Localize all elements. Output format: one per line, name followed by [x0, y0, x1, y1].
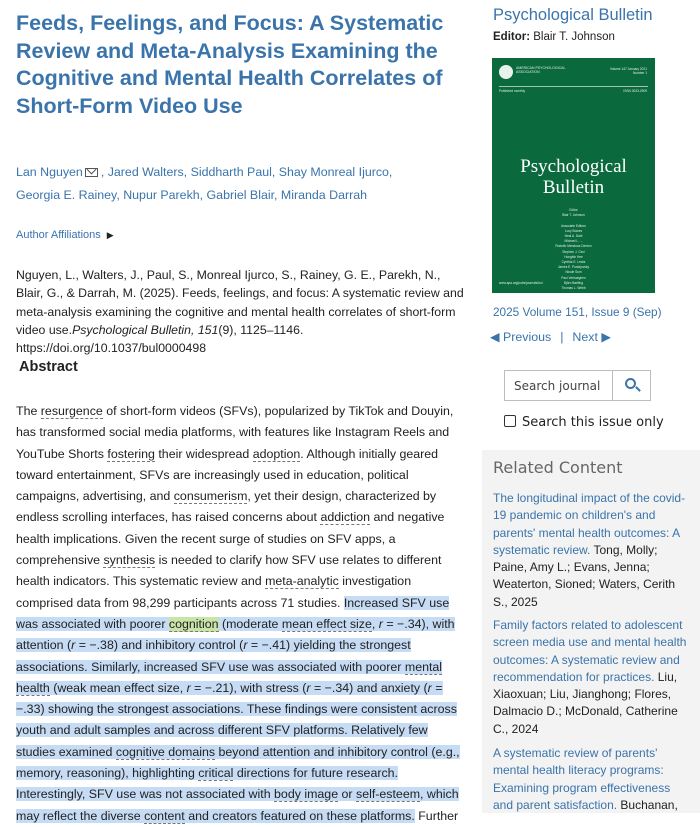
cover-title: Psychological Bulletin: [520, 156, 627, 198]
search-journal-input[interactable]: [505, 371, 613, 400]
issue-nav: [490, 329, 611, 344]
glossary-term[interactable]: resurgence: [40, 404, 103, 418]
glossary-term[interactable]: meta-analytic: [265, 574, 339, 589]
related-item-link[interactable]: A systematic review of parents' mental health literacy programs: Examining program effectiveness and parent satisfaction.: [493, 746, 671, 812]
author-list: [16, 161, 456, 207]
email-icon[interactable]: [85, 168, 98, 177]
journal-search: [504, 370, 651, 401]
journal-name-link[interactable]: Psychological Bulletin: [493, 6, 653, 24]
glossary-term[interactable]: mean effect size: [281, 616, 372, 631]
citation: [16, 266, 466, 357]
glossary-term[interactable]: mental health: [16, 659, 443, 695]
next-button[interactable]: Next ▶: [572, 330, 611, 344]
related-item: A systematic review of parents' mental health literacy programs: Examining program effectiveness and parent satisfaction. Buchanan,: [493, 746, 678, 812]
cover-frequency: Published monthly: [499, 89, 526, 93]
glossary-term[interactable]: cognitive domains: [115, 744, 216, 759]
caret-left-icon: ◀: [490, 330, 500, 344]
related-content-heading: Related Content: [493, 458, 623, 477]
caret-right-icon: ▶: [601, 330, 611, 344]
glossary-term[interactable]: cognition: [168, 616, 219, 631]
cover-url: www.apa.org/pubs/journals/bul: [499, 281, 543, 285]
search-button[interactable]: [612, 371, 650, 400]
related-item: The longitudinal impact of the covid-19 pandemic on children's and parents' mental health outcomes: A systematic review. Tong, Molly; Paine, Amy L.; Evans, Jenna; Weaterton, Sioned; Waters, Cerith S., 2025: [493, 491, 686, 609]
author-links[interactable]: , Jared Walters, Siddharth Paul, Shay Monreal Ijurco,: [100, 165, 393, 179]
apa-logo-icon: [499, 65, 513, 79]
author-affiliations-toggle[interactable]: [16, 229, 114, 241]
caret-right-icon: ▶: [106, 230, 114, 240]
search-issue-checkbox-row[interactable]: [504, 415, 664, 430]
glossary-term[interactable]: body image: [274, 787, 339, 802]
glossary-term[interactable]: self-esteem: [356, 787, 421, 802]
issue-link[interactable]: 2025 Volume 151, Issue 9 (Sep): [493, 305, 662, 319]
article-title: Feeds, Feelings, and Focus: A Systematic Review and Meta-Analysis Examining the Cognitive and Mental Health Correlates of Short-Form Video Use: [16, 11, 444, 118]
glossary-term[interactable]: fostering: [107, 446, 155, 461]
glossary-term[interactable]: adoption: [252, 446, 301, 461]
cover-volume: Volume 147 January 2021 Number 1: [609, 67, 647, 76]
nav-separator: |: [560, 330, 564, 344]
highlighted-text: Increased SFV use was associated with poorer cognition (moderate mean effect size, r = −.34), with attention (r = −.38) and inhibitory control (r = −.41) yielding the strongest associations. Similarly, increased SFV use was associated with poorer mental health (weak mean effect size, r = −.21), with stress (r = −.34) and anxiety (r = −.33) showing the strongest associations. These findings were consistent across youth and adult samples and across different SFV platforms. Relatively few studies examined cognitive domains beyond attention and inhibitory control (e.g., memory, reasoning), highlighting critical directions for future research. Interestingly, SFV use was not associated with body image or self-esteem, which may reflect the diverse content and creators featured on these platforms.: [16, 595, 460, 823]
previous-button[interactable]: ◀ Previous: [490, 330, 552, 344]
citation-journal: Psychological Bulletin, 151: [72, 322, 219, 337]
abstract-heading: Abstract: [19, 359, 78, 375]
glossary-term[interactable]: critical: [198, 766, 234, 781]
cover-issn: ISSN 0033-2909: [623, 89, 647, 93]
citation-text: Nguyen, L., Walters, J., Paul, S., Monreal Ijurco, S., Rainey, G. E., Parekh, N., Blair, G., & Darrah, M. (2025). Feeds, feelings, and focus: A systematic review and meta-analysis examining the cognitive and mental health correlates of short-form video use.: [16, 268, 464, 337]
related-item-link[interactable]: Family factors related to adolescent screen media use and mental health outcomes: A systematic review and recommendation for practices.: [493, 618, 687, 684]
affiliations-label: Author Affiliations: [16, 229, 101, 241]
glossary-term[interactable]: synthesis: [103, 553, 156, 568]
glossary-term[interactable]: addiction: [320, 510, 371, 525]
citation-doi: (9), 1125–1146. https://doi.org/10.1037/bul0000498: [16, 322, 304, 356]
cover-org: AMERICAN PSYCHOLOGICAL ASSOCIATION: [516, 66, 566, 74]
related-item-link[interactable]: The longitudinal impact of the covid-19 pandemic on children's and parents' mental health outcomes: A systematic review.: [493, 491, 686, 557]
search-issue-label: Search this issue only: [522, 415, 664, 430]
abstract-text: The resurgence of short-form videos (SFVs), popularized by TikTok and Douyin, has transformed social media platforms, with features like Instagram Reels and YouTube Shorts fostering their widespread adoption. Although initially geared toward entertainment, SFVs are increasingly used in education, political campaigns, advertising, and consumerism, yet their design, characterized by endless scrolling interfaces, has raised concerns about addiction and negative health implications. Given the recent surge of studies on SFV apps, a comprehensive synthesis is needed to clarify how SFV use relates to different health indicators. This systematic review and meta-analytic investigation comprised data from 98,299 participants across 71 studies. Increased SFV use was associated with poorer cognition (moderate mean effect size, r = −.34), with attention (r = −.38) and inhibitory control (r = −.41) yielding the strongest associations. Similarly, increased SFV use was associated with poorer mental health (weak mean effect size, r = −.21), with stress (r = −.34) and anxiety (r = −.33) showing the strongest associations. These findings were consistent across youth and adult samples and across different SFV platforms. Relatively few studies examined cognitive domains beyond attention and inhibitory control (e.g., memory, reasoning), highlighting critical directions for future research. Interestingly, SFV use was not associated with body image or self-esteem, which may reflect the diverse content and creators featured on these platforms. Further: [16, 404, 460, 823]
search-issue-checkbox[interactable]: [504, 415, 516, 427]
related-content-panel: [482, 450, 700, 813]
journal-cover-image[interactable]: [492, 58, 655, 293]
related-item: Family factors related to adolescent screen media use and mental health outcomes: A systematic review and recommendation for practices. Liu, Xiaoxuan; Liu, Jianghong; Flores, Dalmacio D.; McDonald, Catherine C., 2024: [493, 618, 687, 736]
cover-editors: Editor Blair T. Johnson Associate Editors Lucy Bowes Neal A. Dahl Michael L. ... Rodolfo Mendoza-Denton Stephen J. Ceci Hongbin Hee Cynthia E. Lewis James E. Pustejovsky Nicole Sum Paul Verhaeghen Björn Bartling Thomas L. Webb: [555, 208, 592, 291]
author-links-line2[interactable]: Georgia E. Rainey, Nupur Parekh, Gabriel Blair, Miranda Darrah: [16, 188, 367, 202]
editor-line: Editor: Blair T. Johnson: [493, 31, 615, 43]
author-link[interactable]: Lan Nguyen: [16, 165, 83, 179]
glossary-term[interactable]: consumerism: [173, 489, 248, 504]
glossary-term[interactable]: content: [144, 808, 185, 823]
